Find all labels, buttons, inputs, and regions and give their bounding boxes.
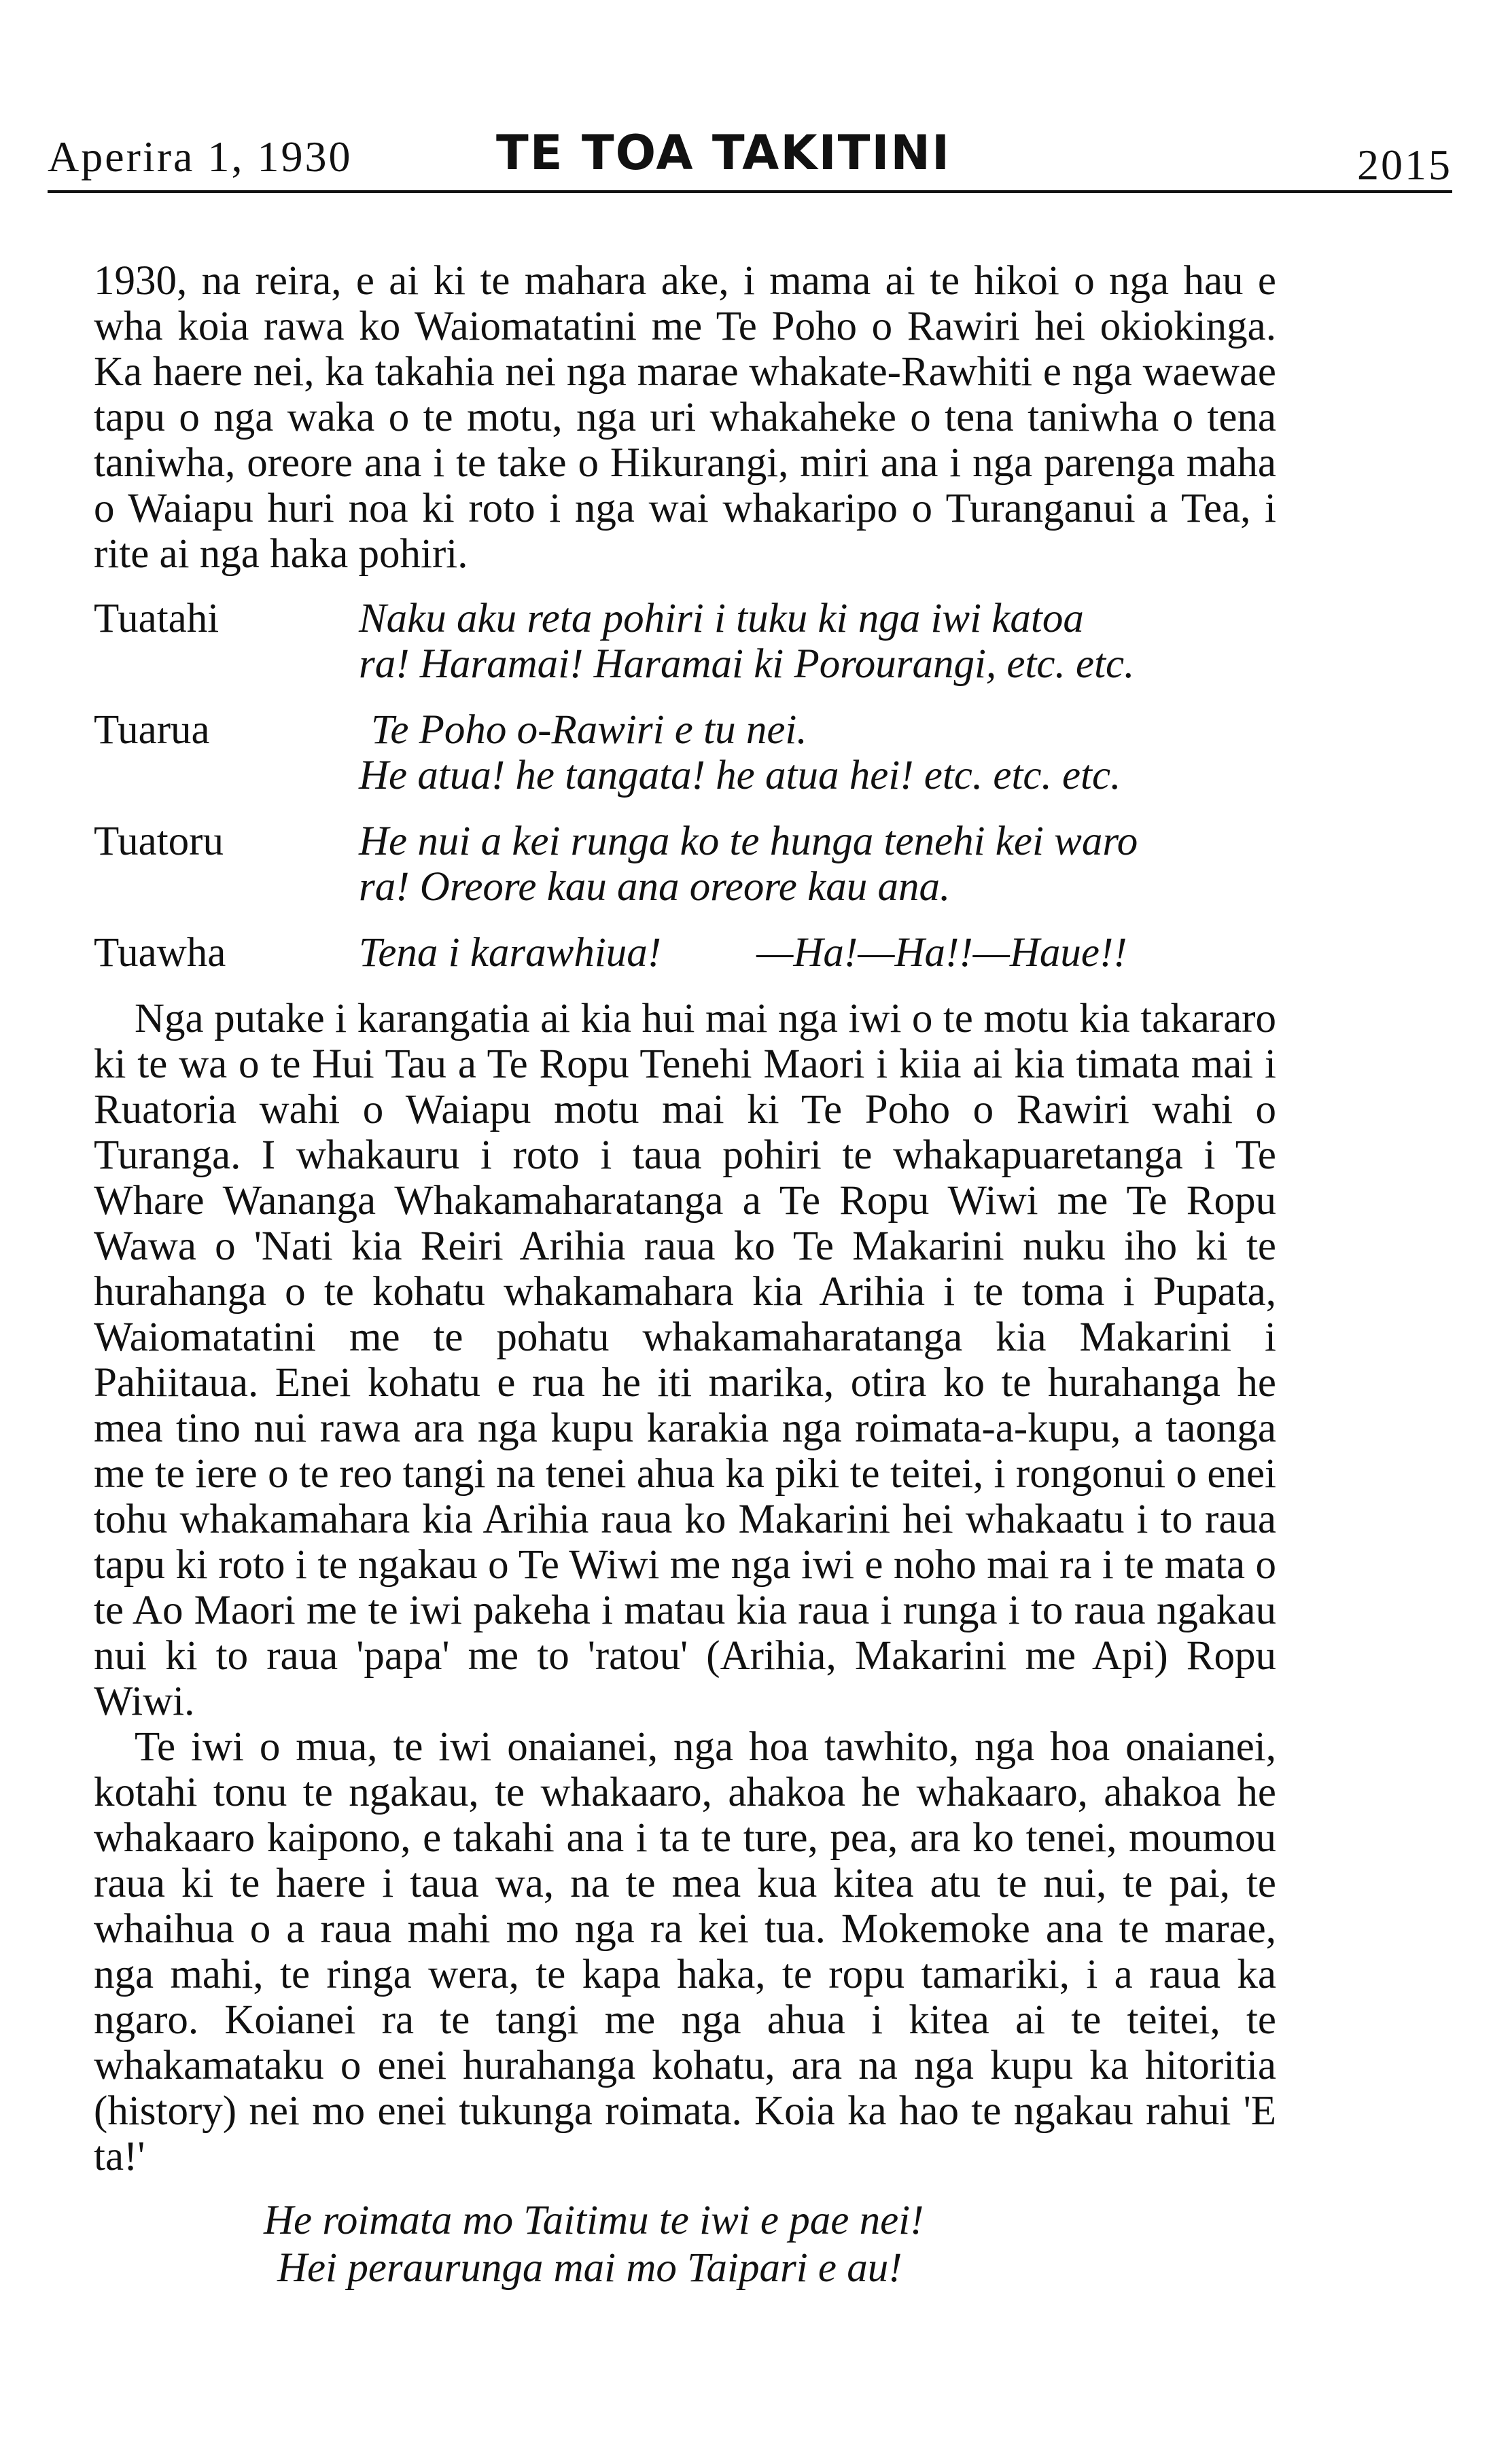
chant-row-2 [94,707,1276,798]
chant-line: Naku aku reta pohiri i tuku ki nga iwi katoa [359,596,1084,641]
header-title: TE TOA TAKITINI [496,125,951,181]
header-rule [48,190,1452,193]
chant-line: ra! Haramai! Haramai ki Porourangi, etc. etc. [359,641,1135,687]
chant-shout: —Ha!—Ha!!—Haue!! [756,930,1127,976]
intro-paragraph: 1930, na reira, e ai ki te mahara ake, i mama ai te hikoi o nga hau e wha koia rawa ko Waiomatatini me Te Poho o Rawiri hei okiokinga. Ka haere nei, ka takahia nei nga marae whakate-Rawhiti e nga waewae tapu o nga waka o te motu, nga uri whakaheke o tena taniwha o tena taniwha, oreore ana i te take o Hikurangi, miri ana i nga parenga maha o Waiapu huri noa ki roto i nga wai whakaripo o Turanganui a Tea, i rite ai nga haka pohiri. [94,258,1276,577]
chant-line [359,930,1276,976]
chant-lines [359,707,1276,798]
chant-speaker: Tuatahi [94,596,220,641]
closing-verse [94,2197,1276,2292]
closing-line: Hei peraurunga mai mo Taipari e au! [277,2245,902,2291]
chant-row-4 [94,930,1276,976]
haka-chant [94,596,1276,976]
chant-speaker: Tuarua [94,707,210,753]
closing-line: He roimata mo Taitimu te iwi e pae nei! [264,2198,924,2243]
chant-line: Te Poho o-Rawiri e tu nei. [371,707,807,753]
chant-lines [359,596,1276,687]
chant-speaker: Tuawha [94,930,226,976]
paragraph-2: Nga putake i karangatia ai kia hui mai nga iwi o te motu kia takararo ki te wa o te Hui Tau a Te Ropu Tenehi Maori i kiia ai kia timata mai i Ruatoria wahi o Waiapu motu mai ki Te Poho o Rawiri wahi o Turanga. I whakauru i roto i taua pohiri te whakapuaretanga i Te Whare Wananga Whakamaharatanga a Te Ropu Wiwi me Te Ropu Wawa o 'Nati kia Reiri Arihia raua ko Te Makarini nuku iho ki te hurahanga o te kohatu whakamahara kia Arihia i te toma i Pupata, Waiomatatini me te pohatu whakamaharatanga kia Makarini i Pahiitaua. Enei kohatu e rua he iti marika, otira ko te hurahanga he mea tino nui rawa ara nga kupu karakia nga roimata-a-kupu, a taonga me te iere o te reo tangi na tenei ahua ka piki te teitei, i rongonui o enei tohu whakamahara kia Arihia raua ko Makarini hei whakaatu i to raua tapu ki roto i te ngakau o Te Wiwi me nga iwi e noho mai ra i te mata o te Ao Maori me te iwi pakeha i matau kia raua i runga i to raua ngakau nui ki to raua 'papa' me to 'ratou' (Arihia, Makarini me Api) Ropu Wiwi. [94,996,1276,1724]
chant-lines [359,930,1276,976]
chant-row-1 [94,596,1276,687]
header-date: Aperira 1, 1930 [48,132,353,181]
chant-call: Tena i karawhiua! [359,930,662,976]
chant-speaker: Tuatoru [94,819,224,864]
page-number: 2015 [1357,141,1452,189]
paragraph-3: Te iwi o mua, te iwi onaianei, nga hoa tawhito, nga hoa onaianei, kotahi tonu te ngakau, te whakaaro, ahakoa he whakaaro, ahakoa he whakaaro kaipono, e takahi ana i ta te ture, pea, ara ko tenei, moumou raua ki te haere i taua wa, na te mea kua kitea atu te nui, te pai, te whaihua o a raua mahi mo nga ra kei tua. Mokemoke ana te marae, nga mahi, te ringa wera, te kapa haka, te ropu tamariki, i a raua ka ngaro. Koianei ra te tangi me nga ahua i kitea ai te teitei, te whakamataku o enei hurahanga kohatu, ara na nga kupu ka hitoritia (history) nei mo enei tukunga roimata. Koia ka hao te ngakau rahui 'E ta!' [94,1724,1276,2179]
chant-line: He nui a kei runga ko te hunga tenehi kei waro [359,819,1138,864]
article-body [94,258,1276,2292]
chant-row-3 [94,819,1276,910]
chant-line: ra! Oreore kau ana oreore kau ana. [359,864,951,910]
chant-line: He atua! he tangata! he atua hei! etc. etc. etc. [359,753,1121,798]
chant-lines [359,819,1276,910]
running-header [48,122,1452,188]
